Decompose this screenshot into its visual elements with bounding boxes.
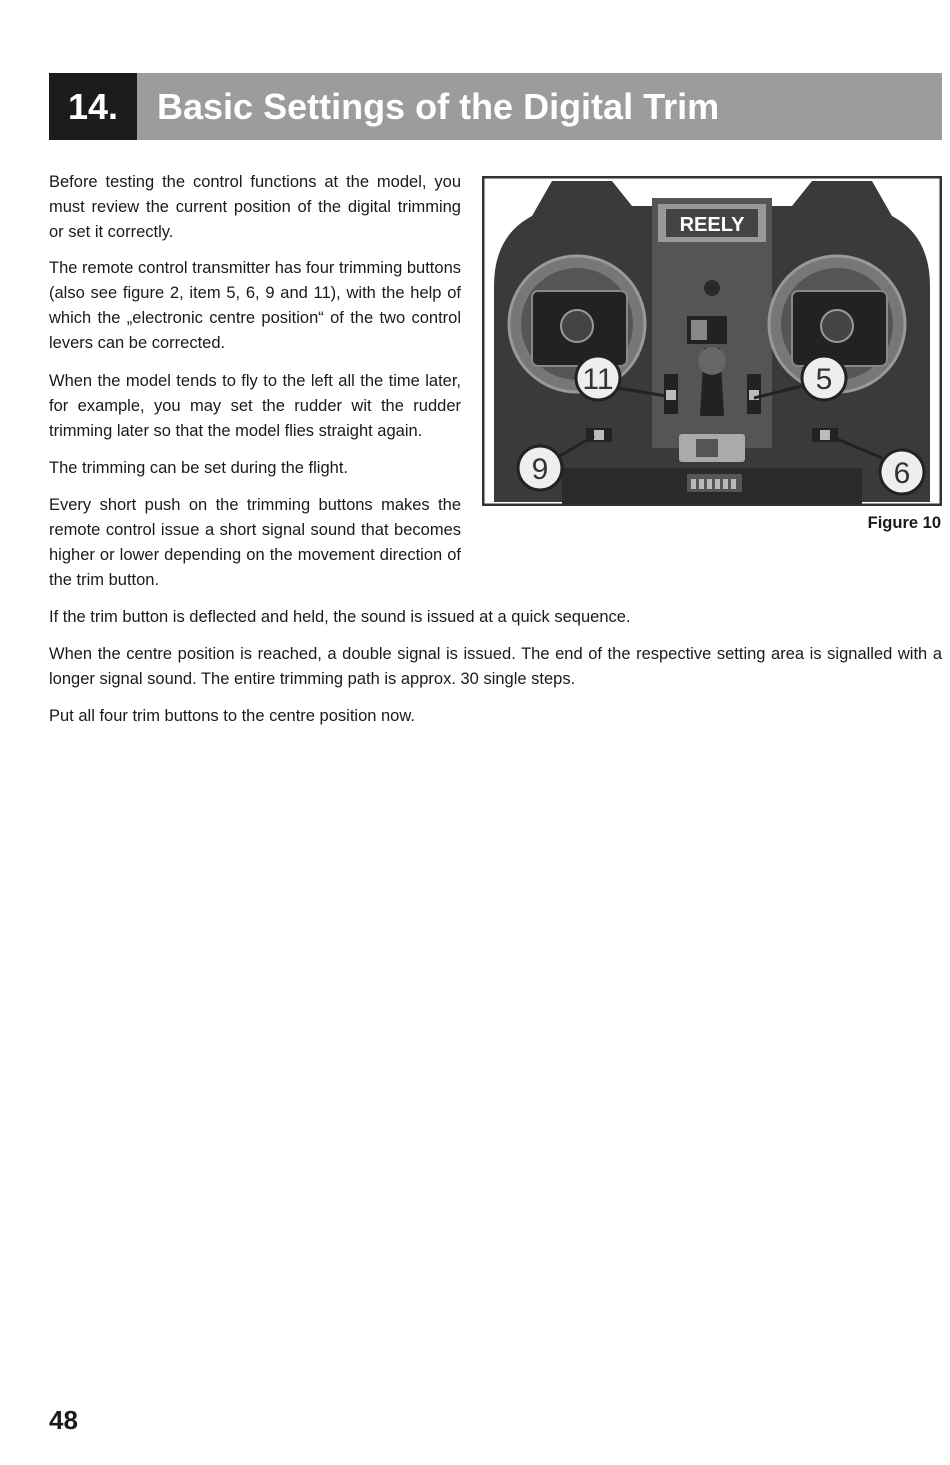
callout-6-label: 6 [893, 457, 911, 490]
callout-5-label: 5 [815, 363, 833, 396]
transmitter-figure [482, 176, 942, 506]
page-number: 48 [49, 1405, 78, 1435]
figure-caption: Figure 10 [867, 514, 941, 532]
paragraph-7: When the centre position is reached, a double signal is issued. The end of the respective setting area is signalled with a longer signal sound. The entire trimming path is approx. 30 single steps. [49, 645, 942, 688]
paragraph-4: The trimming can be set during the flight. [49, 459, 348, 477]
section-header [49, 73, 942, 140]
paragraph-6: If the trim button is deflected and held, the sound is issued at a quick sequence. [49, 608, 631, 626]
callout-11-label: 11 [582, 363, 614, 396]
callout-9-label: 9 [531, 453, 549, 486]
paragraph-5: Every short push on the trimming buttons makes the remote control issue a short signal sound that becomes higher or lower depending on the movement direction of the trim button. [49, 496, 461, 589]
section-title: Basic Settings of the Digital Trim [137, 73, 942, 140]
transmitter-photo [482, 176, 942, 506]
section-number: 14. [49, 73, 137, 140]
paragraph-8: Put all four trim buttons to the centre position now. [49, 707, 415, 725]
paragraph-2: The remote control transmitter has four trimming buttons (also see figure 2, item 5, 6, 9 and 11), with the help of which the „electronic centre position“ of the two control levers can be corrected. [49, 259, 461, 352]
reely-logo: REELY [679, 214, 745, 236]
paragraph-1: Before testing the control functions at the model, you must review the current position of the digital trimming or set it correctly. [49, 173, 461, 241]
paragraph-3: When the model tends to fly to the left all the time later, for example, you may set the rudder wit the rudder trimming later so that the model flies straight again. [49, 372, 461, 440]
